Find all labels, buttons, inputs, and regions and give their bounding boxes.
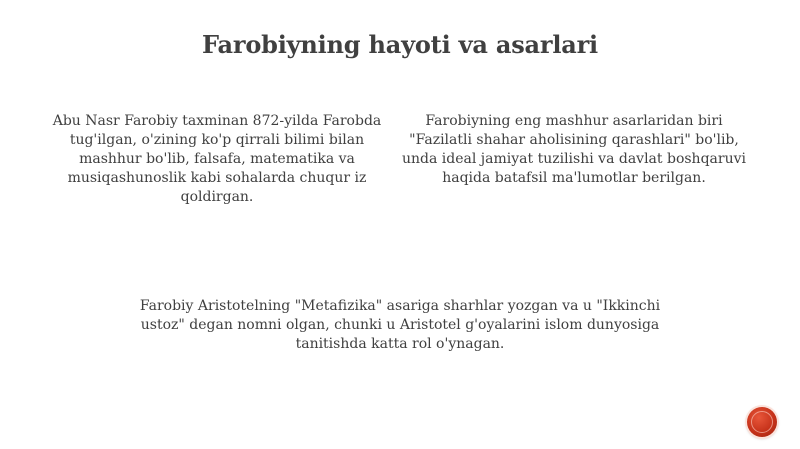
nav-button-ring xyxy=(751,411,773,433)
paragraph-left: Abu Nasr Farobiy taxminan 872-yilda Farobda tug'ilgan, o'zining ko'p qirrali bilimi bilan mashhur bo'lib, falsafa, matematika va musiqashunoslik kabi sohalarda chuqur iz qoldirgan. xyxy=(52,113,382,205)
paragraph-right: Farobiyning eng mashhur asarlaridan biri "Fazilatli shahar aholisining qarashlari" bo'lib, unda ideal jamiyat tuzilishi va davlat boshqaruvi haqida batafsil ma'lumotlar berilgan. xyxy=(402,113,746,186)
paragraph-bottom: Farobiy Aristotelning "Metafizika" asariga sharhlar yozgan va u "Ikkinchi ustoz" degan nomni olgan, chunki u Aristotel g'oyalarini islom dunyosiga tanitishda katta rol o'ynagan. xyxy=(139,298,661,352)
circle-nav-icon[interactable] xyxy=(747,407,777,437)
slide-title: Farobiyning hayoti va asarlari xyxy=(202,30,598,59)
